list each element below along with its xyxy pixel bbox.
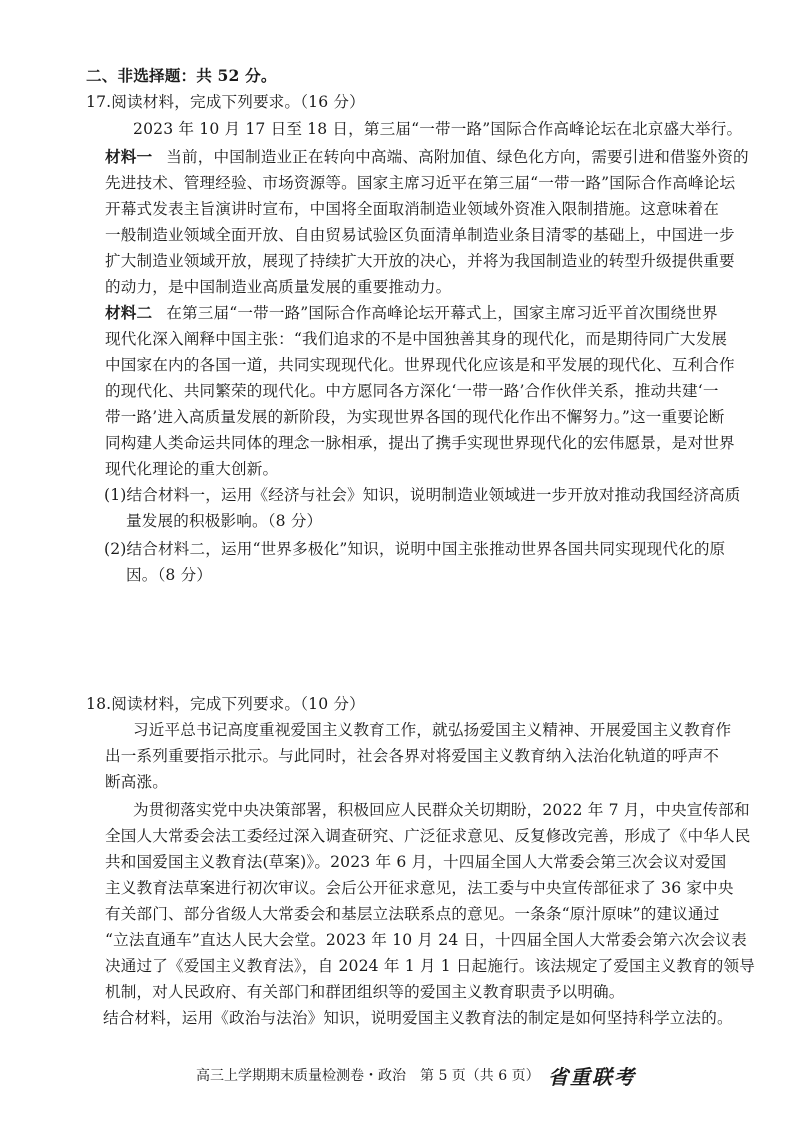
material-1-text-1: 当前，中国制造业正在转向中高端、高附加值、绿色化方向，需要引进和借鉴外资的: [166, 148, 749, 166]
q18-p1-line-1: 习近平总书记高度重视爱国主义教育工作，就弘扬爱国主义精神、开展爱国主义教育作: [133, 721, 732, 739]
q18-p2-line-4: 主义教育法草案进行初次审议。会后公开征求意见，法工委与中央宣传部征求了 36 家中央: [105, 879, 734, 897]
q18-p2-line-7: 决通过了《爱国主义教育法》，自 2024 年 1 月 1 日起施行。该法规定了爱国主义教育的领导: [105, 957, 756, 975]
material-2-line-1: [105, 303, 718, 323]
material-2-label: 材料二: [105, 303, 153, 322]
q18-p2-line-8: 机制，对人民政府、有关部门和群团组织等的爱国主义教育职责予以明确。: [105, 983, 625, 1001]
material-1-line-5: 扩大制造业领域开放，展现了持续扩大开放的决心，并将为我国制造业的转型升级提供重要: [105, 252, 735, 270]
q18-p1-line-2: 出一系列重要指示批示。与此同时，社会各界对将爱国主义教育纳入法治化轨道的呼声不: [105, 747, 720, 765]
q17-intro: 2023 年 10 月 17 日至 18 日，第三届“一带一路”国际合作高峰论坛在北京盛大举行。: [133, 120, 743, 138]
material-2-text-1: 在第三届“一带一路”国际合作高峰论坛开幕式上，国家主席习近平首次围绕世界: [166, 304, 718, 322]
q18-p2-line-2: 全国人大常委会法工委经过深入调查研究、广泛征求意见、反复修改完善，形成了《中华人民: [105, 827, 751, 845]
q18-p2-line-3: 共和国爱国主义教育法(草案)》。2023 年 6 月，十四届全国人大常委会第三次会议对爱国: [105, 853, 727, 871]
q18-p2-line-5: 有关部门、部分省级人大常委会和基层立法联系点的意见。一条条“原汁原味”的建议通过: [105, 905, 720, 923]
q17-sub1-line-2: 量发展的积极影响。（8 分）: [126, 512, 323, 530]
q18-p1-line-3: 断高涨。: [105, 773, 168, 791]
brand-logo: 省重联考: [548, 1065, 636, 1089]
q17-header: 17.阅读材料，完成下列要求。（16 分）: [86, 93, 365, 111]
q17-sub2-line-1: (2)结合材料二，运用“世界多极化”知识，说明中国主张推动世界各国共同实现现代化的原: [104, 540, 726, 558]
material-1-line-4: 一般制造业领域全面开放、自由贸易试验区负面清单制造业条目清零的基础上，中国进一步: [105, 226, 735, 244]
material-1-line-2: 先进技术、管理经验、市场资源等。国家主席习近平在第三届“一带一路”国际合作高峰论坛: [105, 174, 736, 192]
q18-header: 18.阅读材料，完成下列要求。（10 分）: [86, 695, 365, 713]
material-2-line-4: 的现代化、共同繁荣的现代化。中方愿同各方深化‘一带一路’合作伙伴关系，推动共建‘一: [105, 382, 719, 400]
q17-sub1-line-1: (1)结合材料一，运用《经济与社会》知识，说明制造业领域进一步开放对推动我国经济高质: [104, 486, 741, 504]
q18-p2-line-1: 为贯彻落实党中央决策部署，积极回应人民群众关切期盼，2022 年 7 月，中央宣传部和: [133, 801, 750, 819]
material-1-line-6: 的动力，是中国制造业高质量发展的重要推动力。: [105, 278, 452, 296]
material-1-line-3: 开幕式发表主旨演讲时宣布，中国将全面取消制造业领域外资准入限制措施。这意味着在: [105, 200, 720, 218]
material-2-line-5: 带一路’进入高质量发展的新阶段，为实现世界各国的现代化作出不懈努力。”这一重要论断: [105, 408, 725, 426]
material-2-line-2: 现代化深入阐释中国主张：“我们追求的不是中国独善其身的现代化，而是期待同广大发展: [105, 330, 728, 348]
page-footer: 高三上学期期末质量检测卷・政治 第 5 页（共 6 页）: [196, 1068, 540, 1084]
q18-task: 结合材料，运用《政治与法治》知识，说明爱国主义教育法的制定是如何坚持科学立法的。: [103, 1009, 733, 1027]
section-title: 二、非选择题：共 52 分。: [86, 66, 277, 85]
material-1-line-1: [105, 147, 749, 167]
q18-p2-line-6: “立法直通车”直达人民大会堂。2023 年 10 月 24 日，十四届全国人大常委会第六次会议表: [105, 931, 747, 949]
material-1-label: 材料一: [105, 147, 153, 166]
material-2-line-7: 现代化理论的重大创新。: [105, 460, 279, 478]
material-2-line-3: 中国家在内的各国一道，共同实现现代化。世界现代化应该是和平发展的现代化、互利合作: [105, 356, 735, 374]
material-2-line-6: 同构建人类命运共同体的理念一脉相承，提出了携手实现世界现代化的宏伟愿景，是对世界: [105, 434, 735, 452]
q17-sub2-line-2: 因。（8 分）: [126, 566, 213, 584]
